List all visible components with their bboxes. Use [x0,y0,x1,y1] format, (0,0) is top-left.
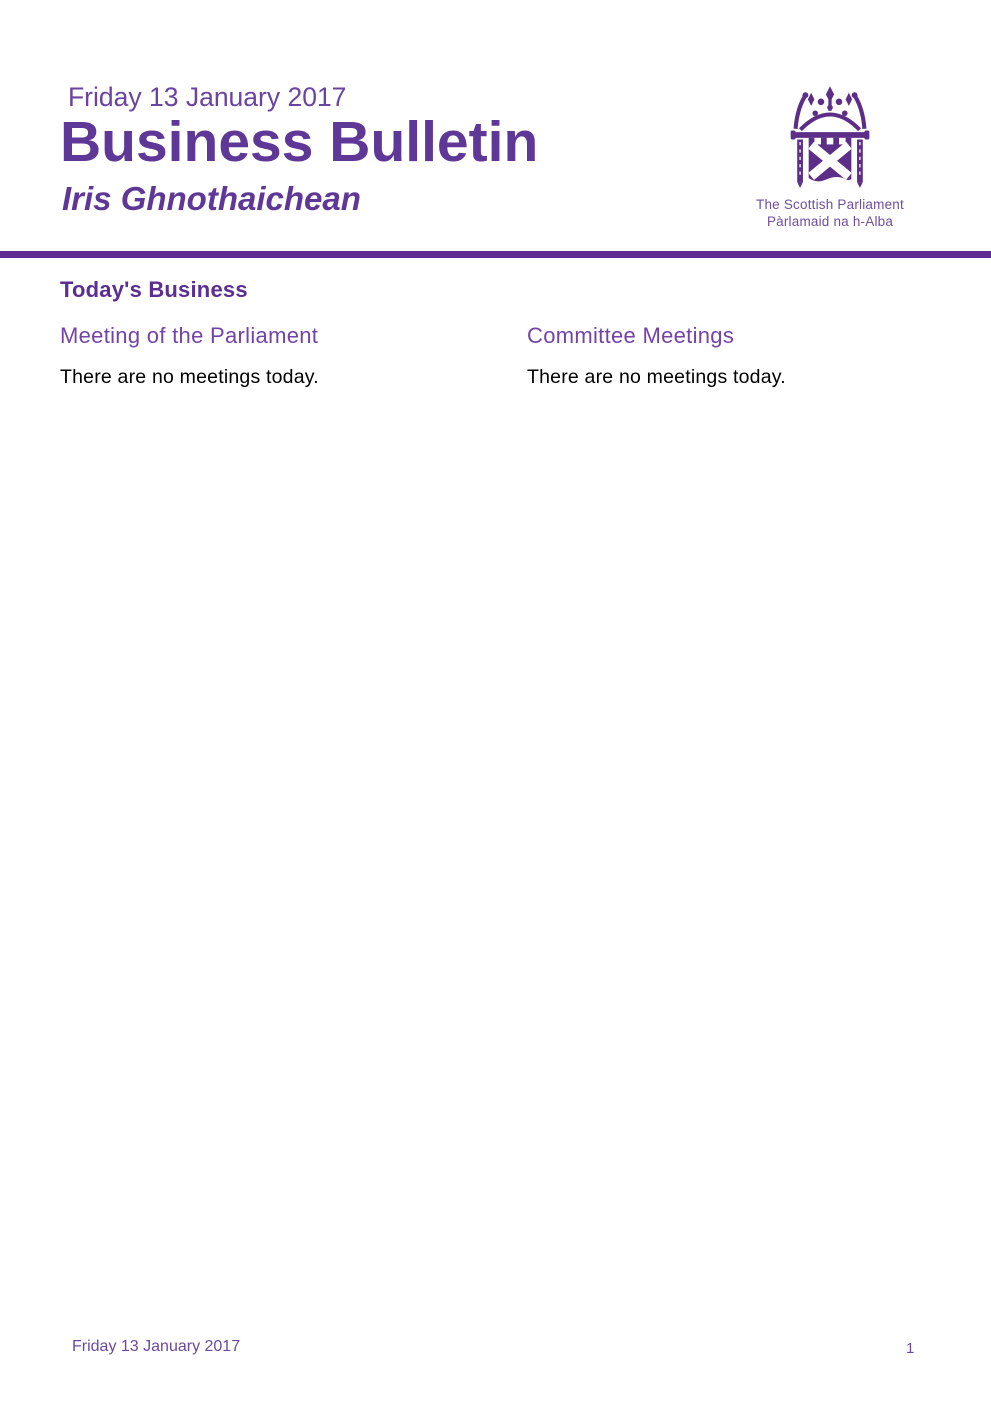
footer-date: Friday 13 January 2017 [72,1338,241,1355]
header-date: Friday 13 January 2017 [68,82,347,112]
parliament-crest-icon [741,86,919,193]
page-subtitle-gaelic: Iris Ghnothaichean [62,180,361,217]
todays-business-heading: Today's Business [60,277,248,302]
page-title: Business Bulletin [60,110,539,174]
header-divider-rule [0,251,991,258]
logo-text-gaelic: Pàrlamaid na h-Alba [766,214,894,230]
parliament-meetings-section [60,325,500,389]
page-number: 1 [906,1340,915,1357]
scottish-parliament-logo [741,86,919,231]
section-body-committee: There are no meetings today. [527,366,786,388]
section-body-parliament: There are no meetings today. [60,366,319,388]
section-heading-parliament: Meeting of the Parliament [60,323,319,348]
logo-text-english: The Scottish Parliament [756,197,904,212]
section-heading-committee: Committee Meetings [527,323,735,348]
committee-meetings-section [527,325,967,389]
